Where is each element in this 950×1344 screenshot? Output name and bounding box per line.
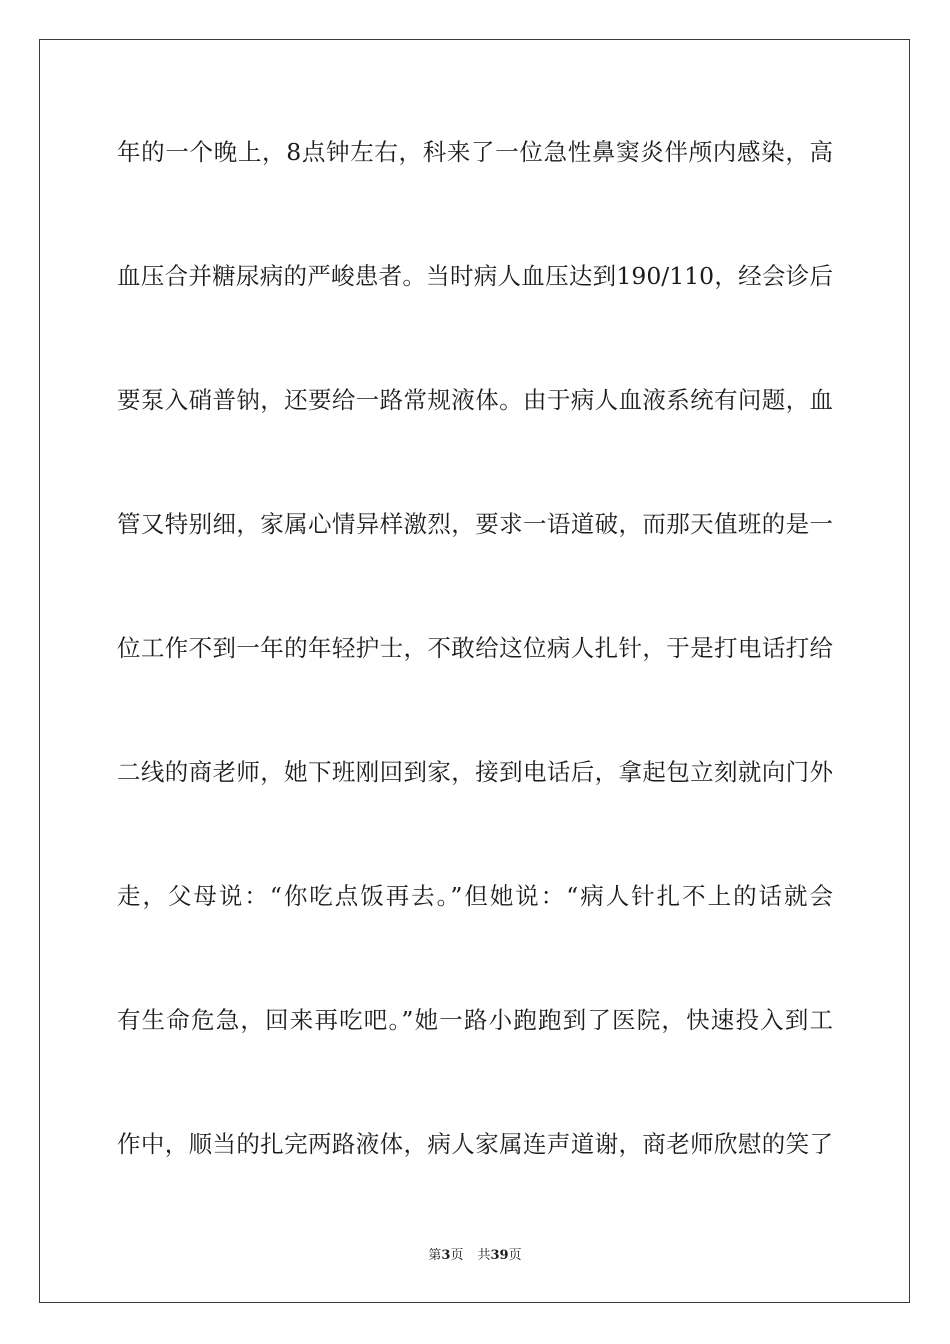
text-line: 走，父母说：“你吃点饭再去。”但她说：“病人针扎不上的话就会: [117, 882, 833, 910]
text-line: 有生命危急，回来再吃吧。”她一路小跑跑到了医院，快速投入到工: [117, 1006, 833, 1034]
total-suffix: 页: [508, 1248, 522, 1263]
total-pages: 39: [490, 1248, 509, 1263]
text-line: 要泵入硝普钠，还要给一路常规液体。由于病人血液系统有问题，血: [117, 386, 833, 414]
text-line: 位工作不到一年的年轻护士，不敢给这位病人扎针，于是打电话打给: [117, 634, 833, 662]
text-line: 血压合并糖尿病的严峻患者。当时病人血压达到190/110，经会诊后: [117, 262, 833, 290]
page-prefix: 第: [428, 1248, 442, 1263]
page-border: [39, 39, 910, 1303]
page-number: 3: [441, 1248, 451, 1263]
page-suffix: 页: [450, 1248, 464, 1263]
text-line: 二线的商老师，她下班刚回到家，接到电话后，拿起包立刻就向门外: [117, 758, 833, 786]
text-line: 管又特别细，家属心情异样激烈，要求一语道破，而那天值班的是一: [117, 510, 833, 538]
text-line: 作中，顺当的扎完两路液体，病人家属连声道谢，商老师欣慰的笑了: [117, 1130, 833, 1158]
page-footer: [0, 1247, 950, 1265]
text-line: 年的一个晚上，8点钟左右，科来了一位急性鼻窦炎伴颅内感染，高: [117, 138, 833, 166]
total-prefix: 共: [477, 1248, 491, 1263]
